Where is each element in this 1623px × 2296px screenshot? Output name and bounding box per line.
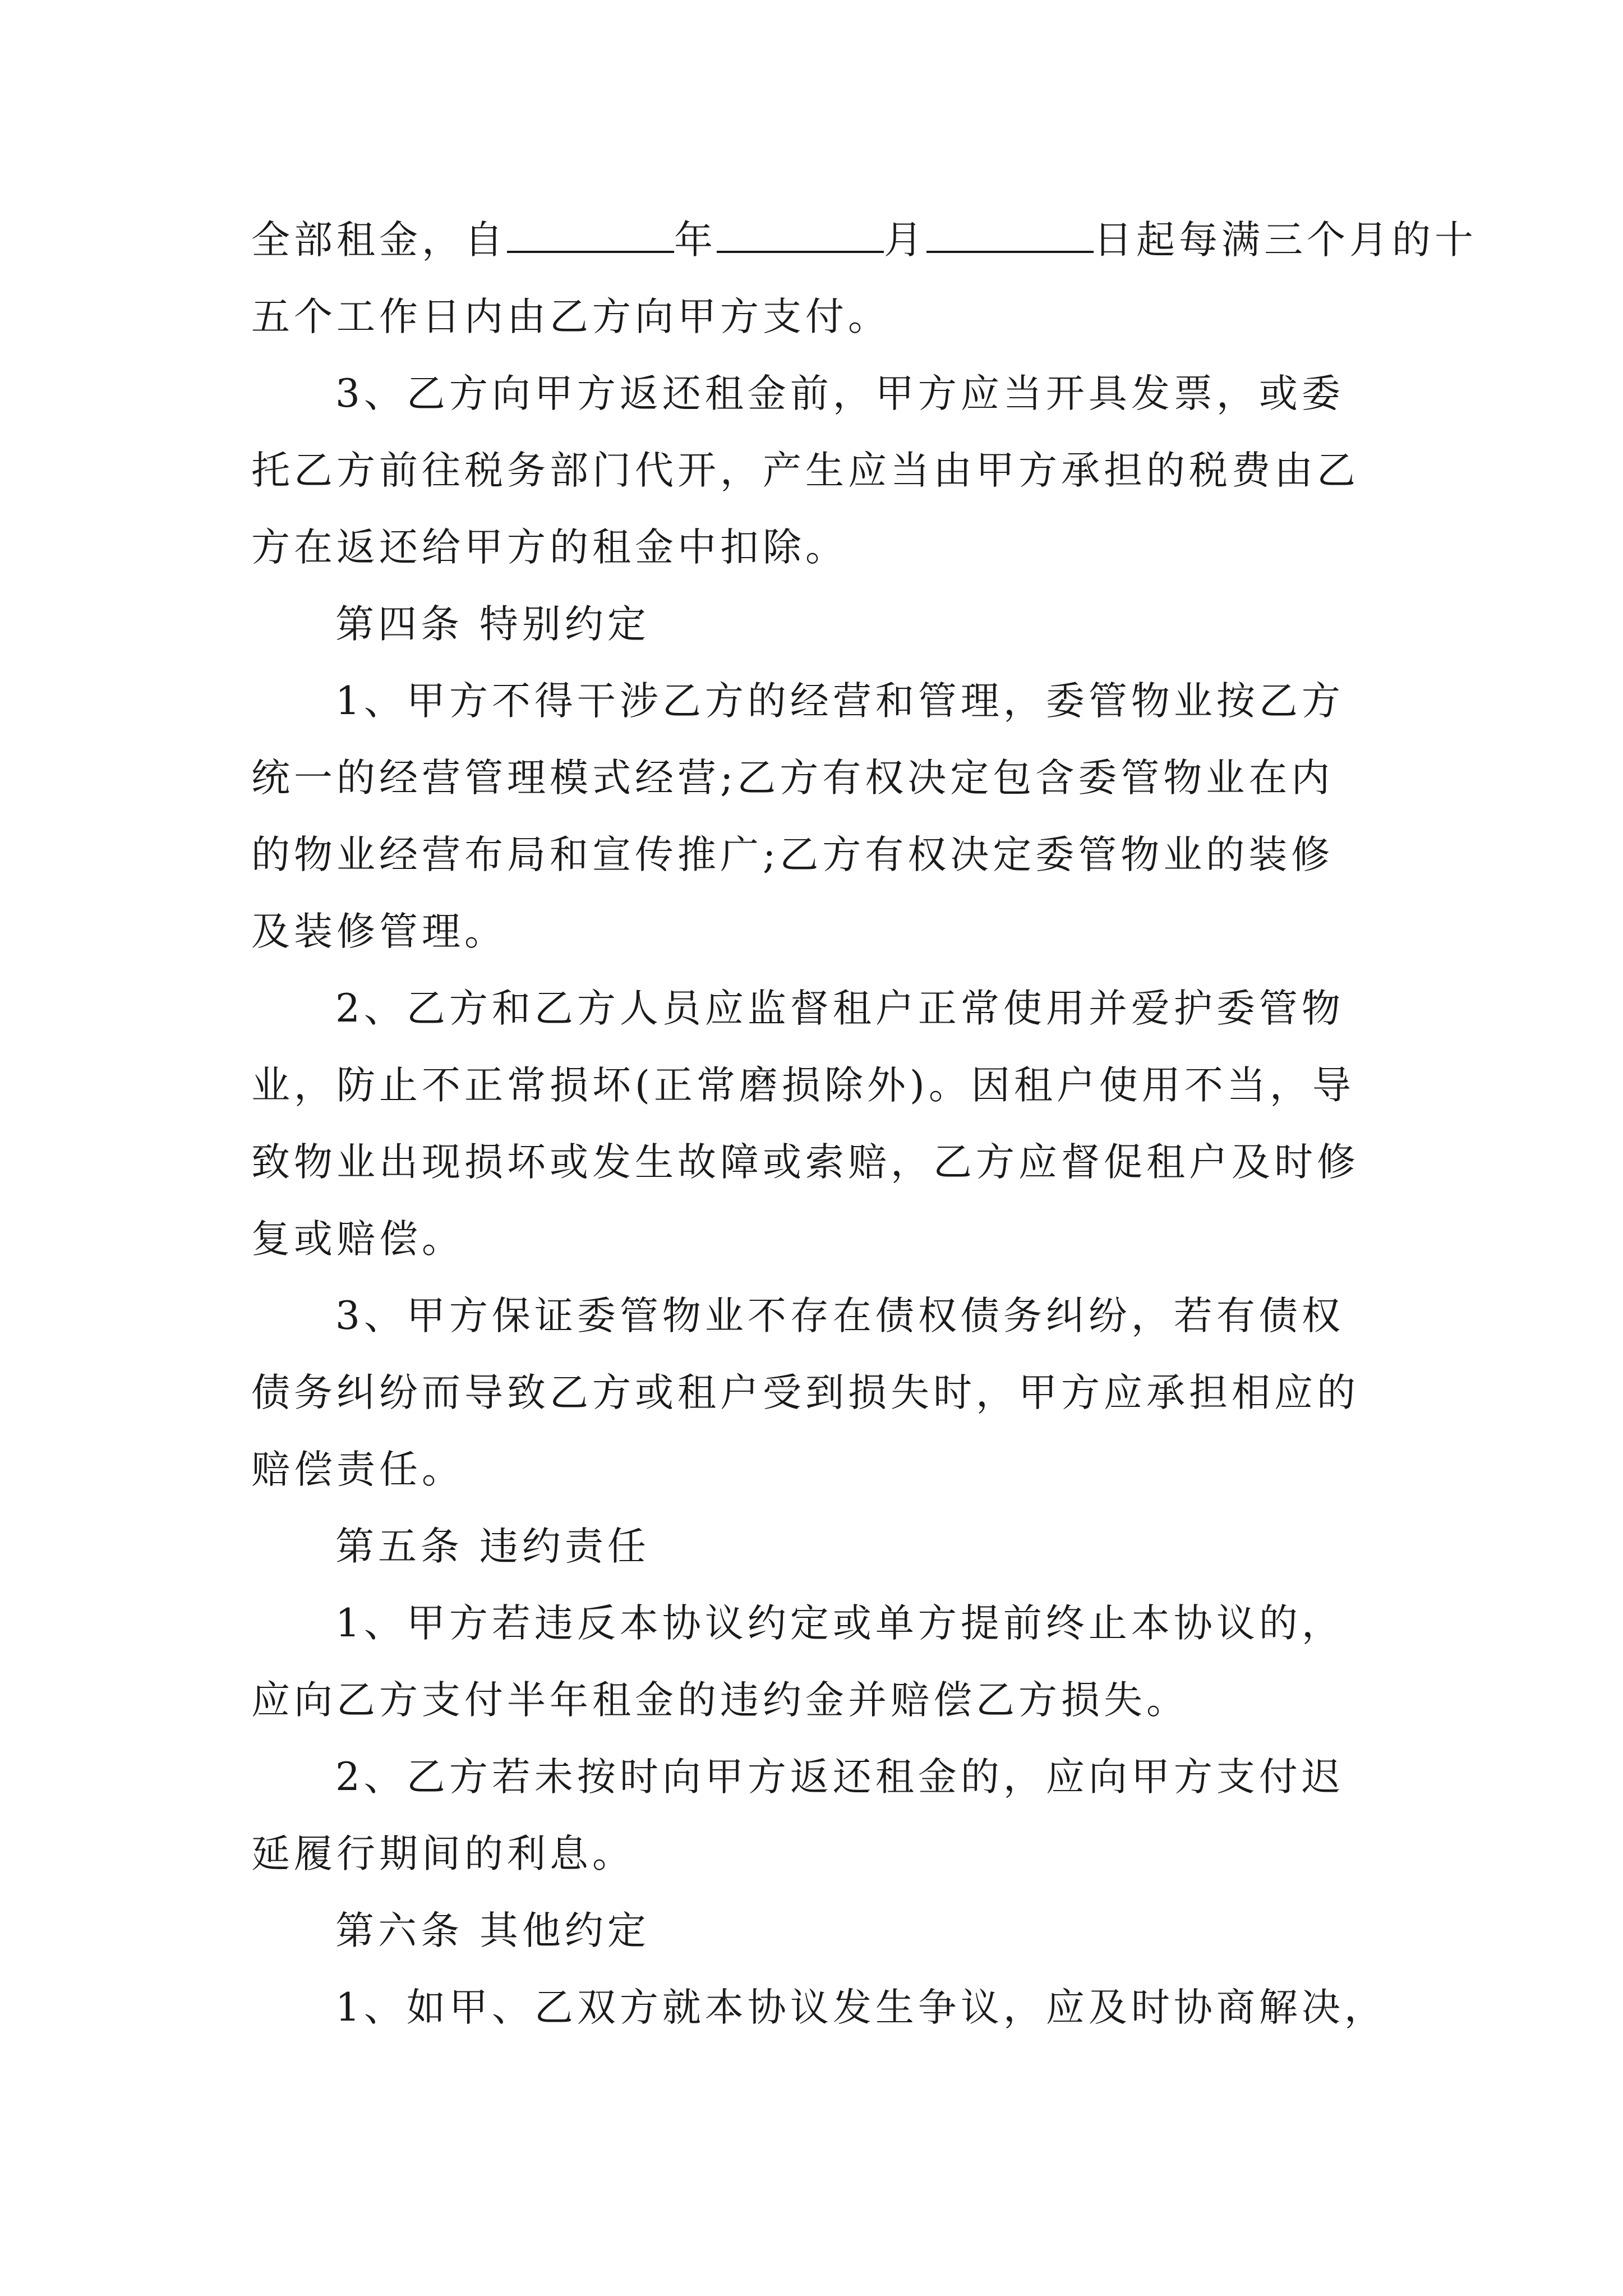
blank-year (507, 216, 674, 253)
blank-month (717, 216, 884, 253)
text-line-19: 1、甲方若违反本协议约定或单方提前终止本协议的， (335, 1601, 1344, 1646)
blank-day (926, 216, 1094, 253)
section-heading-6: 第六条 其他约定 (335, 1908, 650, 1953)
section-heading-5: 第五条 违约责任 (335, 1524, 650, 1569)
text-line-5: 方在返还给甲方的租金中扣除。 (251, 525, 848, 570)
text-line-9: 的物业经营布局和宣传推广;乙方有权决定委管物业的装修 (251, 832, 1334, 877)
text-line-8: 统一的经营管理模式经营;乙方有权决定包含委管物业在内 (251, 756, 1334, 800)
text-segment: 全部租金，自 (251, 218, 507, 263)
text-line-4: 托乙方前往税务部门代开，产生应当由甲方承担的税费由乙 (251, 448, 1359, 493)
text-line-24: 1、如甲、乙双方就本协议发生争议，应及时协商解决， (335, 1985, 1387, 2030)
text-line-1 (251, 202, 1477, 279)
text-line-10: 及装修管理。 (251, 909, 507, 954)
text-line-20: 应向乙方支付半年租金的违约金并赔偿乙方损失。 (251, 1678, 1189, 1723)
text-segment: 日起每满三个月的十 (1094, 218, 1477, 263)
text-line-17: 赔偿责任。 (251, 1447, 464, 1492)
text-line-13: 致物业出现损坏或发生故障或索赔，乙方应督促租户及时修 (251, 1140, 1359, 1185)
text-line-11: 2、乙方和乙方人员应监督租户正常使用并爱护委管物 (335, 986, 1344, 1031)
text-line-15: 3、甲方保证委管物业不存在债权债务纠纷，若有债权 (335, 1294, 1344, 1338)
text-segment: 年 (674, 218, 717, 263)
text-line-22: 延履行期间的利息。 (251, 1832, 635, 1876)
text-line-2: 五个工作日内由乙方向甲方支付。 (251, 295, 891, 339)
text-line-7: 1、甲方不得干涉乙方的经营和管理，委管物业按乙方 (335, 679, 1344, 724)
text-line-12: 业，防止不正常损坏(正常磨损除外)。因租户使用不当，导 (251, 1063, 1355, 1108)
text-line-16: 债务纠纷而导致乙方或租户受到损失时，甲方应承担相应的 (251, 1370, 1359, 1415)
section-heading-4: 第四条 特别约定 (335, 602, 650, 647)
text-line-3: 3、乙方向甲方返还租金前，甲方应当开具发票，或委 (335, 371, 1344, 416)
text-line-21: 2、乙方若未按时向甲方返还租金的，应向甲方支付迟 (335, 1755, 1344, 1800)
text-line-14: 复或赔偿。 (251, 1217, 464, 1262)
document-body (251, 202, 1477, 2046)
text-segment: 月 (884, 218, 926, 263)
